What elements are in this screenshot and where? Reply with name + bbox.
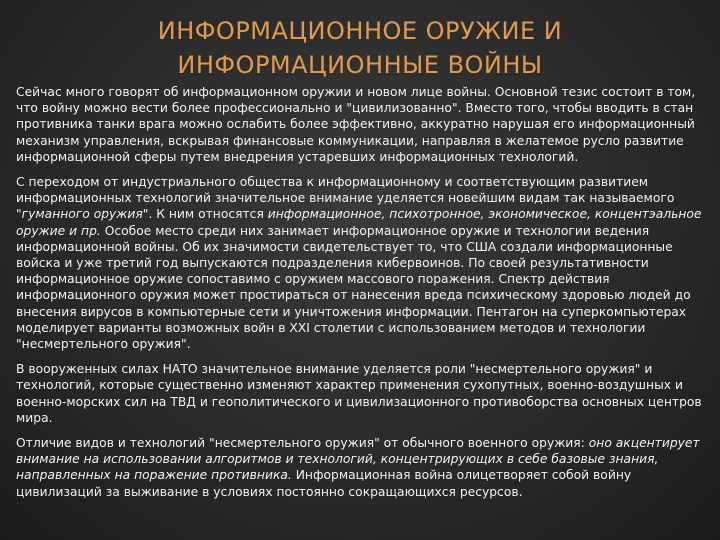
- slide-body: [16, 84, 712, 509]
- paragraph-1: Сейчас много говорят об информационном оружии и новом лице войны. Основной тезис состоит в том, что войну можно вести более профессионально и "цивилизованно". Вместо того, чтобы вводить в стан противника танки врага можно ослабить более эффективно, аккуратно нарушая его информационный механизм управления, вскрывая финансовые коммуникации, направляя в желатемое русло развитие информационной сферы путем внедрения устаревших информационных технологий.: [16, 85, 696, 164]
- paragraph-4: [16, 435, 712, 500]
- paragraph-3: В вооруженных силах НАТО значительное внимание уделяется роли "несмертельного оружия" и технологий, которые существенно изменяют характер применения сухопутных, военно-воздушных и военно-морских сил на ТВД и геополитического и цивилизационного противоборства основных центров мира.: [16, 362, 702, 425]
- paragraph-2-text-a: С переходом от индустриального общества к информационному и соответствующим развитием информационных технологий значительное внимание уделяется новейшим видам так называемого: [16, 175, 675, 206]
- humane-weapon-term: "гуманного оружия": [16, 207, 149, 222]
- paragraph-2-text-e: Особое место среди них занимает информационное оружие и технологии ведения информационной войны. Об их значимости свидетельствует то, что США создали информационные войска и уже третий год выпускаются подразделения кибервоинов. По своей результативности информационное оружие сопоставимо с оружием массового поражения. Спектр действия информационного оружия может простираться от нанесения вреда психическому здоровью людей до внесения вирусов в компьютерные сети и уничтожения информации. Пентагон на суперкомпьютерах моделирует варианты возможных войн в XXI столетии с использованием методов и технологии "несмертельного оружия".: [16, 223, 691, 352]
- paragraph-2-text-c: . К ним относятся: [148, 207, 268, 222]
- title-line-1: ИНФОРМАЦИОННОЕ ОРУЖИЕ И: [157, 17, 563, 45]
- paragraph-4-text-c: Информационная война олицетворяет собой войну цивилизаций за выживание в условиях постоянно сокращающихся ресурсов.: [16, 468, 632, 499]
- paragraph-4-emphasis: оно акцентирует внимание на использовании алгоритмов и технологий, концентрирующих в себе базовые знания, направленных на поражение противника.: [16, 436, 700, 483]
- paragraph-2: [16, 174, 712, 352]
- paragraph-4-text-a: Отличие видов и технологий "несмертельного оружия" от обычного военного оружия:: [16, 436, 589, 451]
- title-line-2: ИНФОРМАЦИОННЫЕ ВОЙНЫ: [177, 51, 543, 79]
- slide-title: [0, 14, 720, 82]
- weapon-types-list: информационное, психотронное, экономическое, концентэальное оружие и пр.: [16, 207, 702, 238]
